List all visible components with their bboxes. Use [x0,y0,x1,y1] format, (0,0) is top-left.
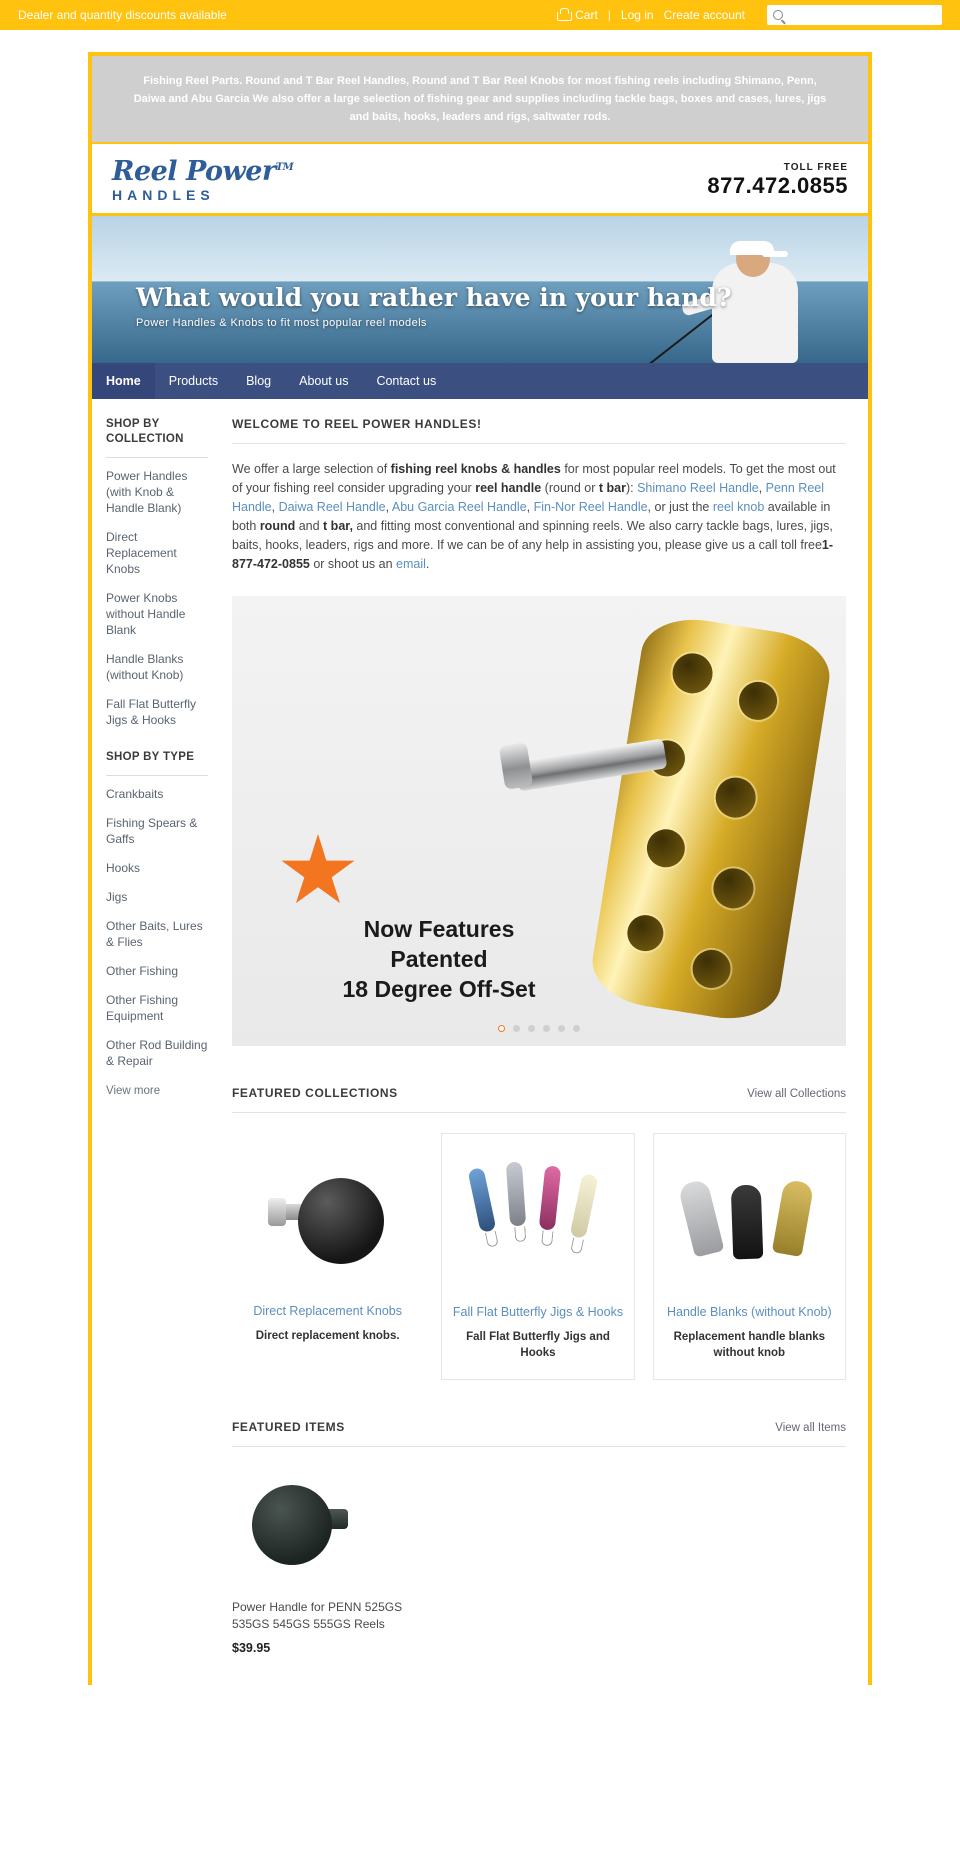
intro-text-5: , or just the [647,500,713,514]
nav-item-blog[interactable]: Blog [246,374,272,388]
sidebar-item-direct-replacement-knobs[interactable]: Direct Replacement Knobs [106,530,177,576]
list-item [106,815,208,847]
featured-collections-cards [232,1133,846,1380]
list-item [106,651,208,683]
list-item [106,786,208,802]
list-item [106,696,208,728]
collection-thumb [664,1150,835,1290]
intro-paragraph: We offer a large selection of fishing reel knobs & handles for most popular reel models. To get the most out of your fishing reel consider upgrading your reel handle (round or t bar): Shimano Reel Handle, Penn Reel Handle, Daiwa Reel Handle, Abu Garcia Reel Handle, Fin-Nor Reel Handle, or just the reel knob available in both round and t bar, and fitting most conventional and spinning reels. We also carry tackle bags, lures, jigs, baits, hooks, leaders, rigs and more. If we can be of any help in assisting you, please give us a call toll free1-877-472-0855 or shoot us an email. [232,462,836,571]
utility-links [557,5,942,25]
collection-desc: Fall Flat Butterfly Jigs and Hooks [466,1331,610,1359]
intro-bold-3: t bar [598,481,626,495]
main-nav [92,363,868,399]
sidebar-item-fishing-spears-gaffs[interactable]: Fishing Spears & Gaffs [106,816,198,846]
site-frame [88,52,872,1685]
sidebar-item-other-rod-building-repair[interactable]: Other Rod Building & Repair [106,1038,208,1068]
reel-shaft-cap [499,742,534,790]
collection-card-handle-blanks[interactable] [653,1133,846,1380]
lure [539,1165,562,1230]
reel-hole [711,865,757,911]
nav-item-products[interactable]: Products [168,374,219,388]
search-input[interactable] [788,8,936,22]
list-item [106,963,208,979]
intro-bold-1: fishing reel knobs & handles [390,462,561,476]
main-column [222,399,868,1685]
collection-card-fall-flat-butterfly[interactable] [441,1133,634,1380]
reel-hole [736,679,779,722]
lure [570,1173,599,1239]
toll-free-label: TOLL FREE [783,162,848,173]
sidebar-item-other-fishing[interactable]: Other Fishing [106,964,179,978]
sidebar-item-fall-flat-butterfly[interactable]: Fall Flat Butterfly Jigs & Hooks [106,697,197,727]
slide-caption [324,914,554,1004]
penn-ball [252,1485,332,1565]
product-card[interactable] [232,1467,432,1655]
slide-caption-line-2: Patented [390,946,488,972]
intro-text-1: We offer a large selection of [232,462,391,476]
sidebar-divider [106,457,208,458]
sidebar [92,399,222,1685]
handle-blank [678,1178,725,1257]
title-divider [232,443,846,444]
cart-link[interactable] [557,8,598,22]
logo-line-2: HANDLES [112,187,215,203]
slideshow-dot-1[interactable] [498,1025,505,1032]
reel-hole [713,775,759,821]
handle-blank [731,1184,764,1259]
handle-blanks-image [674,1165,824,1275]
featured-collections-heading: FEATURED COLLECTIONS [232,1086,398,1100]
star-badge-icon [280,834,356,910]
slideshow-dot-5[interactable] [558,1025,565,1032]
lure [506,1162,526,1227]
homepage-slideshow[interactable] [232,596,846,1046]
list-item [106,529,208,577]
search-icon [773,10,783,20]
jig-lures-image [458,1160,618,1280]
nav-item-contact-us[interactable]: Contact us [376,374,437,388]
link-daiwa-reel-handle[interactable]: Daiwa Reel Handle [278,500,386,514]
nav-item-about-us[interactable]: About us [299,374,349,388]
slideshow-dot-3[interactable] [528,1025,535,1032]
sidebar-divider-2 [106,775,208,776]
header-row [92,144,868,216]
handle-blank [772,1179,814,1257]
intro-text-7: and [295,519,324,533]
collection-title: Handle Blanks (without Knob) [666,1305,832,1319]
slideshow-dot-4[interactable] [543,1025,550,1032]
sidebar-collection-list [106,468,208,728]
list-item [106,1037,208,1069]
featured-items-list [232,1467,846,1655]
reel-body [587,612,836,1027]
intro-bold-5: t bar, [323,519,353,533]
sidebar-heading-type: SHOP BY TYPE [106,751,195,763]
link-divider: | [607,8,611,22]
view-all-collections-link[interactable]: View all Collections [747,1088,846,1100]
reel-hole [644,827,687,870]
cart-icon [557,10,570,21]
link-email[interactable]: email [396,557,426,571]
hero-headline: What would you rather have in your hand? [136,283,732,312]
phone-block [707,162,848,199]
sidebar-heading-collection: SHOP BY COLLECTION [106,418,184,445]
list-item [106,889,208,905]
intro-bold-4: round [259,519,296,533]
nav-item-home[interactable]: Home [92,363,155,399]
sidebar-type-list [106,786,208,1099]
knob-ball [298,1178,384,1264]
phone-number: 877.472.0855 [707,173,848,198]
trademark-symbol: TM [275,162,294,173]
list-item [106,992,208,1024]
list-item [106,860,208,876]
slideshow-dot-6[interactable] [573,1025,580,1032]
slideshow-dot-2[interactable] [513,1025,520,1032]
intro-phone-number: 1-877-472-0855 [232,538,834,571]
knob-cap [268,1198,286,1226]
sidebar-item-jigs[interactable]: Jigs [106,890,128,904]
link-shimano-reel-handle[interactable]: Shimano Reel Handle [637,481,759,495]
page-title: WELCOME TO REEL POWER HANDLES! [232,417,482,431]
list-item [106,918,208,950]
slide-caption-line-1: Now Features [363,916,515,942]
collection-desc: Direct replacement knobs. [255,1330,400,1342]
link-abu-garcia-reel-handle[interactable]: Abu Garcia Reel Handle [391,500,527,514]
featured-items-divider [232,1446,846,1447]
reel-hole [690,947,733,990]
list-item [106,1082,208,1099]
collection-title: Direct Replacement Knobs [253,1304,402,1318]
slide-caption-line-3: 18 Degree Off-Set [342,976,536,1002]
product-price: $39.95 [232,1641,271,1655]
intro-text-10: . [425,557,430,571]
featured-items-header [232,1420,846,1446]
product-name: Power Handle for PENN 525GS 535GS 545GS 555GS Reels [232,1600,403,1631]
list-item [106,590,208,638]
lure [468,1167,497,1233]
collection-desc: Replacement handle blanks without knob [673,1331,826,1359]
collection-card-direct-replacement-knobs[interactable] [232,1133,423,1380]
list-item [106,468,208,516]
featured-collections-divider [232,1112,846,1113]
hero-banner[interactable] [92,216,868,363]
featured-collections-header [232,1086,846,1112]
sidebar-item-other-fishing-equipment[interactable]: Other Fishing Equipment [106,993,179,1023]
product-thumb [232,1467,432,1587]
create-account-link[interactable]: Create account [663,8,745,22]
slideshow-pagination[interactable] [232,1025,846,1032]
view-all-items-link[interactable]: View all Items [775,1422,846,1434]
logo-line-1: Reel Power™ [112,156,294,187]
sidebar-item-power-knobs[interactable]: Power Knobs without Handle Blank [106,591,186,637]
sidebar-item-handle-blanks[interactable]: Handle Blanks (without Knob) [106,652,184,682]
log-in-link[interactable]: Log in [620,8,654,22]
collection-thumb [452,1150,623,1290]
promo-text: Dealer and quantity discounts available [18,8,227,22]
reel-hole [670,650,716,696]
intro-text-3: (round or [541,481,599,495]
sidebar-item-crankbaits[interactable]: Crankbaits [106,787,164,801]
intro-text-2: for most popular reel models. To get the most out of your fishing reel consider upgrading your [232,462,836,495]
hero-text [136,283,732,329]
sidebar-item-hooks[interactable]: Hooks [106,861,141,875]
featured-items-heading: FEATURED ITEMS [232,1420,345,1434]
intro-text-8: and fitting most conventional and spinning reels. We also carry tackle bags, lures, jigs, baits, hooks, leaders, rigs and more. If we can be of any help in assisting you, please give us a call toll free [232,519,833,552]
reel-hole [625,913,666,954]
link-fin-nor-reel-handle[interactable]: Fin-Nor Reel Handle [533,500,648,514]
content-area [92,399,868,1685]
intro-bold-2: reel handle [475,481,542,495]
sidebar-item-other-baits-lures-flies[interactable]: Other Baits, Lures & Flies [106,919,203,949]
hero-subhead: Power Handles & Knobs to fit most popular reel models [136,317,427,329]
sidebar-item-power-handles[interactable]: Power Handles (with Knob & Handle Blank) [106,469,188,515]
search-box[interactable] [767,5,942,25]
announcement-bar [0,0,960,30]
seo-banner: Fishing Reel Parts. Round and T Bar Reel Handles, Round and T Bar Reel Knobs for most fishing reels including Shimano, Penn, Daiwa and Abu Garcia We also offer a large selection of fishing gear and supplies including tackle bags, boxes and cases, lures, jigs and baits, hooks, leaders and rigs, saltwater rods. [92,56,868,144]
penn-power-handle-image [252,1479,348,1575]
page-wrapper [0,30,960,1685]
collection-title: Fall Flat Butterfly Jigs & Hooks [452,1305,624,1319]
knob-image [268,1164,388,1274]
angler-cap-brim [762,251,788,257]
intro-text-4: ): [625,481,638,495]
collection-thumb [242,1149,413,1289]
link-penn-reel-handle[interactable]: Penn Reel Handle [232,481,825,514]
sidebar-view-more-link[interactable]: View more [106,1085,161,1097]
cart-label: Cart [575,8,598,22]
intro-text-6: available in both [232,500,831,533]
link-reel-knob[interactable]: reel knob [712,500,765,514]
site-logo[interactable] [112,158,293,203]
intro-text-9: or shoot us an [309,557,397,571]
